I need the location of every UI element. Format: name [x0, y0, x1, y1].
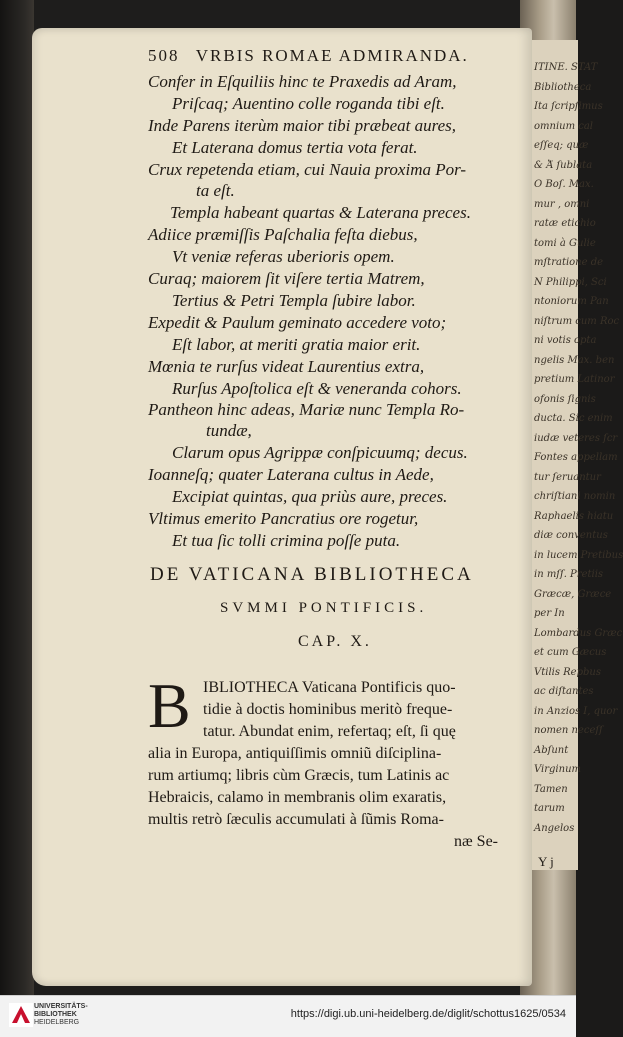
- prose-line: tidie à doctis hominibus meritò freque-: [203, 701, 453, 718]
- prose-line: IBLIOTHECA Vaticana Pontificis quo-: [203, 679, 456, 696]
- facing-page-fragment: iudæ veteres ſcr: [534, 432, 618, 444]
- facing-page-fragment: tur ſeruantur: [534, 471, 601, 483]
- poem-line: Eſt labor, at meriti gratia maior erit.: [172, 335, 421, 354]
- poem-line: Curaq; maiorem ſit viſere tertia Matrem,: [148, 269, 425, 288]
- facing-page-fragment: omnium cal: [534, 120, 594, 132]
- facing-page-fragment: niſtrum cum Roc: [534, 315, 620, 327]
- facing-page-fragment: Ο Boſ. Max.: [534, 179, 594, 190]
- facing-page-fragment: ngelis Max. ben: [534, 354, 615, 366]
- facing-page-fragment: Virginum: [534, 764, 581, 775]
- facing-page-fragment: ratæ etichio: [534, 218, 596, 229]
- permalink[interactable]: https://digi.ub.uni-heidelberg.de/diglit/schottus1625/0534: [290, 1008, 566, 1020]
- poem-line: Expedit & Paulum geminato accedere voto;: [148, 313, 447, 332]
- facing-page-fragment: Angelos: [534, 822, 575, 834]
- institution-name: [34, 1003, 88, 1027]
- page-header: [148, 46, 469, 66]
- facing-page-fragment: in lucem Pretibus: [534, 549, 623, 561]
- poem-line: Rurſus Apoſtolica eſt & veneranda cohors.: [172, 379, 462, 398]
- poem-line: Et Laterana domus tertia vota ferat.: [172, 138, 418, 157]
- poem-line: Et tua ſic tolli crimina poſſe puta.: [172, 531, 401, 550]
- running-title: VRBIS ROMAE ADMIRANDA.: [195, 46, 469, 65]
- poem-line: Templa habeant quartas & Laterana preces.: [170, 203, 471, 222]
- facing-page-fragment: diæ conventus: [534, 530, 608, 541]
- poem-line: Vt veniæ referas uberioris opem.: [172, 247, 395, 266]
- facing-page-fragment: in Anzios I, quor: [534, 705, 618, 717]
- facing-page-fragment: tomi à Gulie: [534, 237, 596, 249]
- facing-page-fragment: Græcæ, Græce: [534, 588, 612, 600]
- facing-page-fragment: pretium Latinor: [534, 374, 615, 385]
- book-binding: [0, 0, 34, 995]
- poem-line: Excipiat quintas, qua priùs aure, preces.: [172, 487, 448, 506]
- facing-page-fragment: ITINE. STAT: [534, 62, 598, 73]
- facing-page-fragment: ducta. Sic enim: [534, 413, 613, 424]
- facing-page-fragment: chriſtiani nomin: [534, 491, 616, 502]
- facing-page-fragment: Tamen: [534, 783, 568, 795]
- poem-line: Vltimus emerito Pancratius ore rogetur,: [148, 509, 419, 528]
- catchword: næ Se-: [454, 833, 498, 850]
- poem-line: Crux repetenda etiam, cui Nauia proxima Por-: [148, 160, 467, 179]
- facing-page-fragment: Ita ſcripſimus: [534, 101, 603, 112]
- prose-line: alia in Europa, antiquiſſimis omniũ diſciplina-: [148, 745, 442, 762]
- prose-line: Hebraicis, calamo in membranis olim exaratis,: [148, 789, 447, 806]
- institution-line: BIBLIOTHEK: [34, 1011, 77, 1018]
- section-title: DE VATICANA BIBLIOTHECA: [150, 564, 474, 585]
- poem-line: Inde Parens iterùm maior tibi præbeat aures,: [148, 116, 457, 135]
- signature-mark: Y j: [538, 854, 554, 869]
- facing-page-fragment: nomen neceſſ: [534, 725, 603, 736]
- facing-page-fragment: N Philippi, Sci: [534, 276, 607, 288]
- facing-page-fragment: ntoniorum Pan: [534, 296, 609, 307]
- poem-line: ta eſt.: [196, 181, 235, 200]
- facing-page-fragment: Abſunt: [534, 744, 569, 756]
- facing-page-fragment: mſtratione de: [534, 257, 604, 268]
- facing-page-fragment: ac diſtantes: [534, 686, 594, 697]
- prose-line: rum artiumq; libris cùm Græcis, tum Latinis ac: [148, 767, 450, 784]
- university-logo-icon: [8, 1002, 34, 1028]
- poem-line: Priſcaq; Auentino colle roganda tibi eſt.: [172, 94, 445, 113]
- poem-line: Mœnia te rurſus videat Laurentius extra,: [148, 357, 425, 376]
- facing-page-fragment: et cum Gæcus: [534, 647, 607, 658]
- drop-cap: B: [148, 670, 191, 741]
- institution-line: HEIDELBERG: [34, 1019, 80, 1026]
- facing-page-fragment: ni votis opta: [534, 335, 597, 346]
- facing-page-fragment: mur , omni: [534, 198, 590, 210]
- prose-line: multis retrò ſæculis accumulati à ſũmis Roma-: [148, 811, 444, 828]
- chapter-heading: CAP. X.: [298, 633, 372, 650]
- facing-page-fragment: Bibliotheca: [534, 81, 592, 93]
- poem-line: Tertius & Petri Templa ſubire labor.: [172, 291, 416, 310]
- facing-page-fragment: Raphaelis hiatu: [534, 510, 614, 522]
- poem-line: Clarum opus Agrippæ conſpicuumq; decus.: [172, 443, 468, 462]
- poem-line: Confer in Eſquiliis hinc te Praxedis ad Aram,: [148, 72, 457, 91]
- facing-page-fragment: Lombardus Græc: [534, 627, 623, 639]
- poem-line: Ioanneſq; quater Laterana cultus in Aede,: [148, 465, 434, 484]
- poem-line: Pantheon hinc adeas, Mariæ nunc Templa Ro-: [148, 400, 465, 419]
- section-subtitle: SVMMI PONTIFICIS.: [220, 600, 428, 616]
- prose-line: tatur. Abundat enim, refertaq; eſt, ſi quę: [203, 723, 456, 740]
- page-number: 508: [148, 46, 180, 65]
- facing-page-fragment: eſſeq; quæ: [534, 140, 589, 151]
- facing-page-fragment: Fontes appellam: [534, 452, 618, 463]
- facing-page-fragment: & Ἀ̈ ſublata: [534, 159, 593, 171]
- viewer-footer: [0, 995, 576, 1037]
- institution-line: UNIVERSITÄTS-: [34, 1003, 88, 1010]
- facing-page-fragment: tarum: [534, 803, 565, 814]
- facing-page-fragment: per In: [534, 608, 565, 619]
- poem-line: Adiice præmiſſis Paſchalia feſta diebus,: [148, 225, 418, 244]
- facing-page-fragment: Vtilis Repbus: [534, 666, 601, 678]
- poem-line: tundæ,: [206, 421, 252, 440]
- facing-page-fragment: ofonis ſignis: [534, 393, 596, 405]
- facing-page-fragment: in mſſ. Pretiis: [534, 569, 604, 580]
